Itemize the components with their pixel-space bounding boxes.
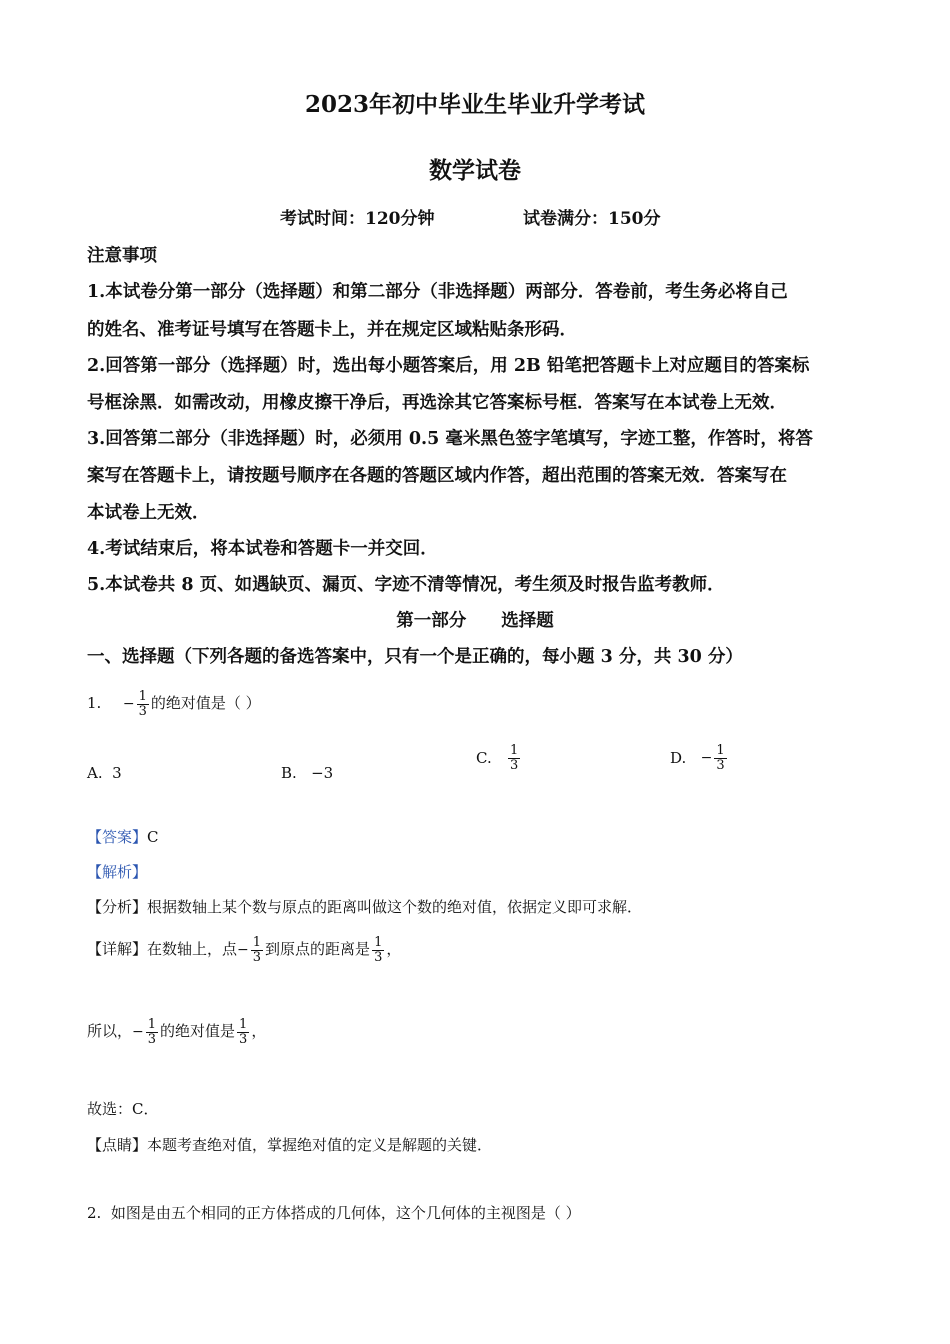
therefore-line: 所以，− $\frac{1}{3}$ 的绝对值是 $\frac{1}{3}$ ， [87, 1017, 267, 1047]
notes-heading: 注意事项 [87, 246, 157, 266]
fenxi-line: 【分析】根据数轴上某个数与原点的距离叫做这个数的绝对值，依据定义即可求解． [87, 898, 643, 916]
choose-line: 故选：C． [87, 1100, 159, 1118]
option-c: C. $\frac{1}{3}$ [476, 743, 519, 773]
answer-value: C [147, 828, 159, 846]
note-line: 5.本试卷共 8 页、如遇缺页、漏页、字迹不清等情况，考生须及时报告监考教师． [87, 575, 725, 595]
fraction-one-third: $\frac{1}{3}$ [510, 743, 519, 773]
note-line: 号框涂黑．如需改动，用橡皮擦干净后，再选涂其它答案标号框．答案写在本试卷上无效． [87, 393, 787, 413]
question-text: 如图是由五个相同的正方体搭成的几何体，这个几何体的主视图是（ ） [110, 1204, 581, 1222]
note-line: 1.本试卷分第一部分（选择题）和第二部分（非选择题）两部分．答卷前，考生务必将自己 [87, 282, 788, 302]
option-a: A. 3 [87, 764, 122, 782]
fraction-one-third: $\frac{1}{3}$ [239, 1017, 248, 1047]
fraction-one-third: $\frac{1}{3}$ [374, 935, 383, 965]
question-number: 1. [87, 694, 102, 713]
full-score: 试卷满分：150分 [523, 209, 661, 229]
note-line: 2.回答第一部分（选择题）时，选出每小题答案后，用 2B 铅笔把答题卡上对应题目的答案标 [87, 356, 810, 376]
exam-subtitle: 数学试卷 [429, 157, 521, 184]
option-b: B. −3 [281, 764, 334, 782]
question-text: 的绝对值是（ ） [150, 694, 261, 713]
note-line: 的姓名、准考证号填写在答题卡上，并在规定区域粘贴条形码． [87, 320, 577, 340]
fraction-one-third: $\frac{1}{3}$ [147, 1017, 157, 1047]
part-one-heading: 第一部分 选择题 [396, 611, 554, 631]
question-2-stem [87, 1202, 581, 1223]
detail-line: 【详解】在数轴上，点− $\frac{1}{3}$ 到原点的距离是 $\frac{1}{3}$ ， [87, 935, 402, 965]
question-1-stem [87, 690, 261, 718]
fraction-one-third: $\frac{1}{3}$ [138, 689, 147, 719]
exam-time: 考试时间：120分钟 [280, 209, 435, 229]
minus-sign: − [122, 696, 135, 713]
analysis-tag: 【解析】 [87, 863, 148, 881]
fraction-one-third: $\frac{1}{3}$ [252, 935, 262, 965]
section-heading: 一、选择题（下列各题的备选答案中，只有一个是正确的，每小题 3 分，共 30 分） [87, 647, 743, 667]
note-line: 3.回答第二部分（非选择题）时，必须用 0.5 毫米黑色签字笔填写，字迹工整，作答时，将答 [87, 429, 813, 449]
note-line: 4.考试结束后，将本试卷和答题卡一并交回． [87, 539, 438, 559]
exam-title: 2023年初中毕业生毕业升学考试 [304, 91, 645, 118]
answer-tag: 【答案】 [87, 828, 148, 846]
question-number: 2. [87, 1204, 102, 1222]
fraction-one-third: $\frac{1}{3}$ [716, 743, 725, 773]
point-line: 【点睛】本题考查绝对值，掌握绝对值的定义是解题的关键． [87, 1136, 493, 1154]
answer-line [87, 826, 159, 847]
note-line: 案写在答题卡上，请按题号顺序在各题的答题区域内作答，超出范围的答案无效．答案写在 [87, 466, 787, 486]
note-line: 本试卷上无效． [87, 503, 210, 523]
option-d: D. − $\frac{1}{3}$ [670, 743, 725, 773]
